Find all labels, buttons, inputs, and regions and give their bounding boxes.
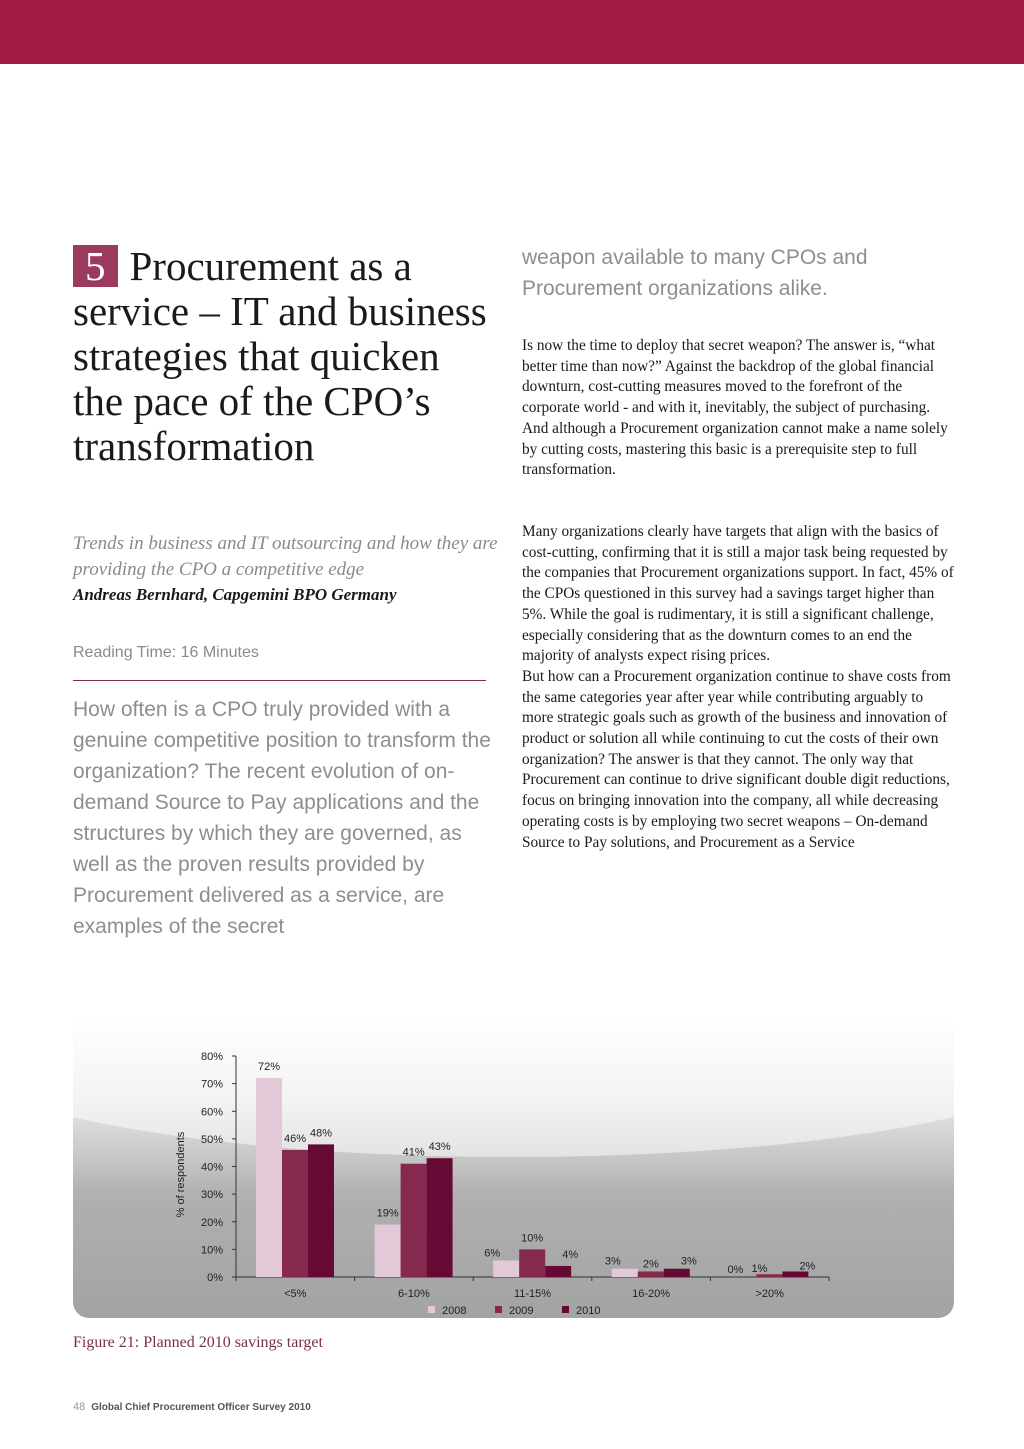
y-tick-label: 50%	[200, 1133, 223, 1146]
top-banner	[0, 0, 1024, 64]
page-number: 48	[73, 1401, 86, 1413]
body-text: Many organizations clearly have targets that align with the basics of cost-cutting, confirming that it is still a major task being requested by the companies that Procurement organizations support. In fact, 45% of the CPOs questioned in this survey had a savings target higher than 5%. While the goal is rudimentary, it is still a significant challenge, especially considering that as the downturn comes to an end the majority of analysts expect rising prices.	[522, 523, 954, 665]
bar-data-label: 1%	[751, 1263, 768, 1276]
y-axis-title: % of respondents	[175, 1131, 187, 1218]
savings-target-chart	[73, 1012, 954, 1318]
bar-data-label: 4%	[562, 1248, 579, 1261]
x-category-label: >20%	[755, 1288, 784, 1300]
body-text: Is now the time to deploy that secret weapon? The answer is, “what better time than now?” Against the backdrop of the global financial downturn, cost-cutting measures moved to the forefront of the corporate world - and with it, inevitably, the subject of purchasing. And although a Procurement organization cannot make a name solely by cutting costs, mastering this basic is a prerequisite step to full transformation.	[522, 337, 948, 479]
bar-2009	[401, 1164, 427, 1277]
bar-data-label: 6%	[484, 1247, 501, 1260]
y-tick-label: 80%	[200, 1051, 223, 1063]
body-paragraph-2	[522, 522, 954, 853]
y-tick-label: 20%	[200, 1216, 223, 1229]
x-category-label: 6-10%	[398, 1288, 430, 1300]
chapter-heading	[73, 244, 493, 469]
legend-swatch-2010	[562, 1306, 569, 1313]
legend-swatch-2008	[428, 1306, 435, 1313]
divider	[73, 680, 486, 681]
bar-data-label: 0%	[727, 1264, 744, 1276]
bar-2008	[375, 1225, 401, 1277]
bar-data-label: 19%	[376, 1207, 399, 1220]
bar-data-label: 2%	[642, 1258, 659, 1271]
reading-time: Reading Time: 16 Minutes	[73, 644, 259, 661]
y-tick-label: 70%	[200, 1078, 223, 1091]
bar-2010	[308, 1144, 334, 1277]
bar-2009	[638, 1271, 664, 1277]
bar-data-label: 43%	[428, 1141, 451, 1154]
bar-data-label: 72%	[257, 1061, 281, 1074]
lead-paragraph-right: weapon available to many CPOs and Procurement organizations alike.	[522, 246, 868, 300]
x-category-label: 16-20%	[632, 1288, 671, 1300]
bar-data-label: 48%	[309, 1127, 333, 1140]
legend-label: 2009	[509, 1305, 534, 1317]
bar-2010	[545, 1266, 571, 1277]
y-tick-label: 40%	[200, 1161, 223, 1174]
bar-2008	[612, 1269, 638, 1277]
y-tick-label: 10%	[200, 1244, 223, 1257]
x-category-label: <5%	[284, 1288, 307, 1300]
y-tick-label: 60%	[200, 1106, 223, 1119]
chart-panel	[73, 1012, 954, 1318]
x-category-label: 11-15%	[513, 1288, 552, 1300]
y-tick-label: 0%	[207, 1272, 223, 1284]
chapter-title	[73, 244, 493, 469]
bar-2010	[427, 1158, 453, 1277]
bar-data-label: 2%	[799, 1260, 816, 1273]
bar-2008	[256, 1078, 282, 1277]
article-subtitle: Trends in business and IT outsourcing and how they are providing the CPO a competitive edge	[73, 533, 498, 580]
legend-label: 2008	[442, 1305, 467, 1317]
legend-swatch-2009	[495, 1306, 502, 1313]
chapter-number-badge: 5	[73, 245, 118, 287]
bar-data-label: 3%	[680, 1255, 697, 1268]
bar-2008	[493, 1260, 519, 1277]
legend-label: 2010	[576, 1305, 601, 1317]
bar-data-label: 10%	[521, 1232, 544, 1245]
chapter-title-text: Procurement as a service – IT and business strategies that quicken the pace of the CPO’s transformation	[73, 243, 487, 469]
bar-2009	[519, 1249, 545, 1277]
y-tick-label: 30%	[200, 1189, 223, 1202]
body-text: But how can a Procurement organization continue to shave costs from the same categories year after year while contributing arguably to more strategic goals such as growth of the business and innovation of product or solution all while continuing to cut the costs of their own organization? The answer is that they cannot. The only way that Procurement can continue to drive significant double digit reductions, focus on bringing innovation into the company, all while decreasing operating costs is by employing two secret weapons – On-demand Source to Pay solutions, and Procurement as a Service	[522, 667, 951, 851]
bar-2010	[664, 1269, 690, 1277]
article-author: Andreas Bernhard, Capgemini BPO Germany	[73, 585, 397, 604]
page-footer	[73, 1401, 311, 1413]
body-paragraph-1	[522, 336, 954, 481]
bar-2009	[282, 1150, 308, 1277]
bar-data-label: 46%	[283, 1132, 307, 1145]
bar-data-label: 41%	[402, 1146, 425, 1159]
lead-paragraph-left: How often is a CPO truly provided with a genuine competitive position to transform the organization? The recent evolution of on-demand Source to Pay applications and the structures by which they are governed, as well as the proven results provided by Procurement delivered as a service, are examples of the secret	[73, 698, 491, 938]
footer-title: Global Chief Procurement Officer Survey 2010	[91, 1402, 311, 1413]
figure-caption: Figure 21: Planned 2010 savings target	[73, 1334, 323, 1351]
bar-data-label: 3%	[604, 1255, 621, 1268]
